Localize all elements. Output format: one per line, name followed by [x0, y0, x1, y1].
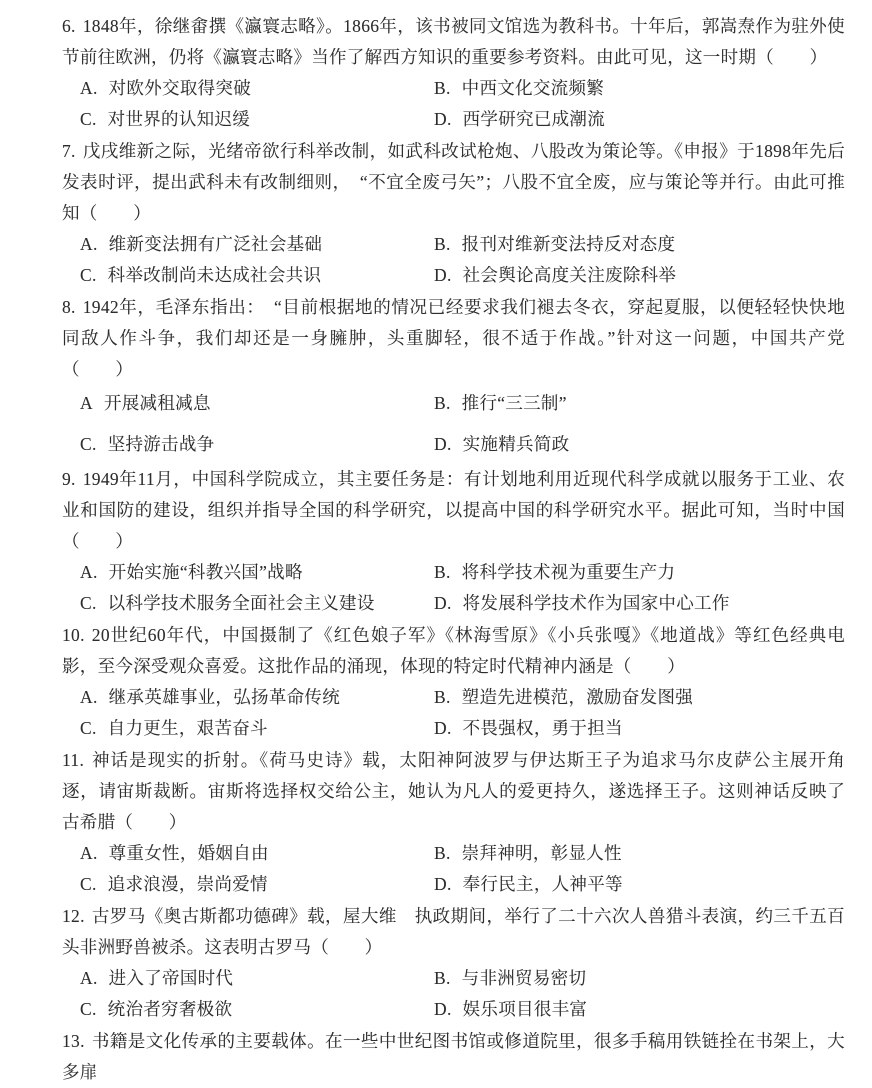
question-stem-text: 1949年11月，中国科学院成立，其主要任务是：有计划地利用近现代科学成就以服务于工业、农业和国防的建设，组织并指导全国的科学研究，以提高中国的科学研究水平。据此可知，当时中国（ ） — [62, 469, 845, 551]
options-grid — [62, 73, 845, 135]
option-letter: D. — [434, 999, 452, 1019]
options-grid — [62, 388, 845, 460]
question-number: 9. — [62, 469, 76, 489]
option-text: 坚持游击战争 — [107, 434, 215, 454]
option-9-c — [62, 588, 416, 619]
question-stem — [62, 464, 845, 557]
option-text: 以科学技术服务全面社会主义建设 — [107, 593, 375, 613]
option-text: 将科学技术视为重要生产力 — [461, 562, 676, 582]
option-text: 追求浪漫，崇尚爱情 — [107, 874, 268, 894]
option-11-b — [416, 838, 845, 869]
option-6-c — [62, 104, 416, 135]
question-stem-text: 书籍是文化传承的主要载体。在一些中世纪图书馆或修道院里，很多手稿用铁链拴在书架上，大多扉 — [62, 1031, 845, 1082]
option-10-a — [62, 682, 416, 713]
option-text: 将发展科学技术作为国家中心工作 — [462, 593, 730, 613]
option-text: 中西文化交流频繁 — [461, 78, 605, 98]
option-12-a — [62, 963, 416, 994]
question-stem — [62, 1026, 845, 1088]
options-grid — [62, 557, 845, 619]
option-8-a — [62, 388, 416, 419]
option-letter: A. — [80, 562, 98, 582]
option-letter: C. — [80, 999, 97, 1019]
option-letter: C. — [80, 109, 97, 129]
option-8-d — [416, 429, 845, 460]
option-7-a — [62, 229, 416, 260]
option-7-d — [416, 260, 845, 291]
option-text: 对世界的认知迟缓 — [107, 109, 251, 129]
option-text: 与非洲贸易密切 — [461, 968, 587, 988]
option-letter: C. — [80, 265, 97, 285]
option-letter: A. — [80, 968, 98, 988]
options-grid — [62, 963, 845, 1025]
option-letter: B. — [434, 393, 451, 413]
option-letter: A — [80, 393, 93, 413]
option-9-a — [62, 557, 416, 588]
option-letter: B. — [434, 687, 451, 707]
options-grid — [62, 838, 845, 900]
option-10-d — [416, 713, 845, 744]
question-stem-text: 1942年，毛泽东指出： “目前根据地的情况已经要求我们褪去冬衣，穿起夏服，以便轻轻快快地同敌人作斗争，我们却还是一身臃肿，头重脚轻，很不适于作战。”针对这一问题，中国共产党（ ） — [62, 297, 845, 379]
option-letter: D. — [434, 874, 452, 894]
question-7 — [62, 136, 845, 291]
option-11-c — [62, 869, 416, 900]
option-text: 开展减租减息 — [103, 393, 211, 413]
option-text: 统治者穷奢极欲 — [107, 999, 233, 1019]
question-number: 13. — [62, 1031, 85, 1051]
option-text: 对欧外交取得突破 — [108, 78, 252, 98]
question-stem-text: 戊戌维新之际，光绪帝欲行科举改制，如武科改试枪炮、八股改为策论等。《申报》于1898年先后发表时评，提出武科未有改制细则， “不宜全废弓矢”；八股不宜全废，应与策论等并行。由此可推知（ ） — [62, 141, 845, 223]
option-letter: B. — [434, 968, 451, 988]
question-stem — [62, 745, 845, 838]
question-number: 8. — [62, 297, 76, 317]
option-12-b — [416, 963, 845, 994]
option-9-b — [416, 557, 845, 588]
option-letter: D. — [434, 265, 452, 285]
option-11-a — [62, 838, 416, 869]
option-11-d — [416, 869, 845, 900]
question-stem — [62, 136, 845, 229]
question-stem — [62, 901, 845, 963]
option-letter: A. — [80, 843, 98, 863]
option-8-c — [62, 429, 416, 460]
option-text: 继承英雄事业，弘扬革命传统 — [108, 687, 341, 707]
option-letter: C. — [80, 874, 97, 894]
option-8-b — [416, 388, 845, 419]
option-text: 进入了帝国时代 — [108, 968, 234, 988]
option-9-d — [416, 588, 845, 619]
option-letter: B. — [434, 234, 451, 254]
question-stem-text: 1848年，徐继畬撰《瀛寰志略》。1866年，该书被同文馆选为教科书。十年后，郭嵩焘作为驻外使节前往欧洲，仍将《瀛寰志略》当作了解西方知识的重要参考资料。由此可见，这一时期（ ） — [62, 16, 845, 67]
question-number: 6. — [62, 16, 76, 36]
option-text: 实施精兵简政 — [462, 434, 570, 454]
option-letter: B. — [434, 843, 451, 863]
option-text: 维新变法拥有广泛社会基础 — [108, 234, 323, 254]
option-text: 塑造先进模范，激励奋发图强 — [461, 687, 694, 707]
option-letter: A. — [80, 234, 98, 254]
option-6-d — [416, 104, 845, 135]
option-6-b — [416, 73, 845, 104]
option-7-b — [416, 229, 845, 260]
option-text: 开始实施“科教兴国”战略 — [108, 562, 303, 582]
option-letter: D. — [434, 593, 452, 613]
option-letter: C. — [80, 718, 97, 738]
option-letter: D. — [434, 109, 452, 129]
question-number: 12. — [62, 906, 85, 926]
option-letter: D. — [434, 434, 452, 454]
option-text: 尊重女性，婚姻自由 — [108, 843, 269, 863]
question-6 — [62, 11, 845, 135]
option-text: 自力更生，艰苦奋斗 — [107, 718, 268, 738]
option-12-c — [62, 994, 416, 1025]
option-6-a — [62, 73, 416, 104]
option-text: 推行“三三制” — [461, 393, 567, 413]
option-10-b — [416, 682, 845, 713]
option-letter: C. — [80, 593, 97, 613]
option-10-c — [62, 713, 416, 744]
question-13 — [62, 1026, 845, 1088]
question-stem-text: 神话是现实的折射。《荷马史诗》载，太阳神阿波罗与伊达斯王子为追求马尔皮萨公主展开角逐，请宙斯裁断。宙斯将选择权交给公主，她认为凡人的爱更持久，遂选择王子。这则神话反映了古希腊（ ） — [62, 750, 845, 832]
question-8 — [62, 292, 845, 460]
option-7-c — [62, 260, 416, 291]
option-12-d — [416, 994, 845, 1025]
option-letter: D. — [434, 718, 452, 738]
option-text: 不畏强权，勇于担当 — [462, 718, 623, 738]
question-12 — [62, 901, 845, 1025]
question-number: 11. — [62, 750, 85, 770]
question-9 — [62, 464, 845, 619]
option-letter: A. — [80, 78, 98, 98]
question-stem — [62, 11, 845, 73]
question-stem — [62, 292, 845, 385]
option-text: 社会舆论高度关注废除科举 — [462, 265, 677, 285]
option-letter: B. — [434, 562, 451, 582]
question-stem — [62, 620, 845, 682]
option-text: 科举改制尚未达成社会共识 — [107, 265, 322, 285]
question-11 — [62, 745, 845, 900]
question-number: 7. — [62, 141, 76, 161]
option-text: 西学研究已成潮流 — [462, 109, 606, 129]
option-text: 奉行民主，人神平等 — [462, 874, 623, 894]
question-10 — [62, 620, 845, 744]
option-text: 崇拜神明，彰显人性 — [461, 843, 622, 863]
option-letter: A. — [80, 687, 98, 707]
question-stem-text: 古罗马《奥古斯都功德碑》载，屋大维 执政期间，举行了二十六次人兽猎斗表演，约三千五百头非洲野兽被杀。这表明古罗马（ ） — [62, 906, 845, 957]
question-number: 10. — [62, 625, 85, 645]
option-letter: C. — [80, 434, 97, 454]
options-grid — [62, 682, 845, 744]
question-stem-text: 20世纪60年代，中国摄制了《红色娘子军》《林海雪原》《小兵张嘎》《地道战》等红色经典电影，至今深受观众喜爱。这批作品的涌现，体现的特定时代精神内涵是（ ） — [62, 625, 845, 676]
option-text: 娱乐项目很丰富 — [462, 999, 588, 1019]
option-letter: B. — [434, 78, 451, 98]
option-text: 报刊对维新变法持反对态度 — [461, 234, 676, 254]
options-grid — [62, 229, 845, 291]
